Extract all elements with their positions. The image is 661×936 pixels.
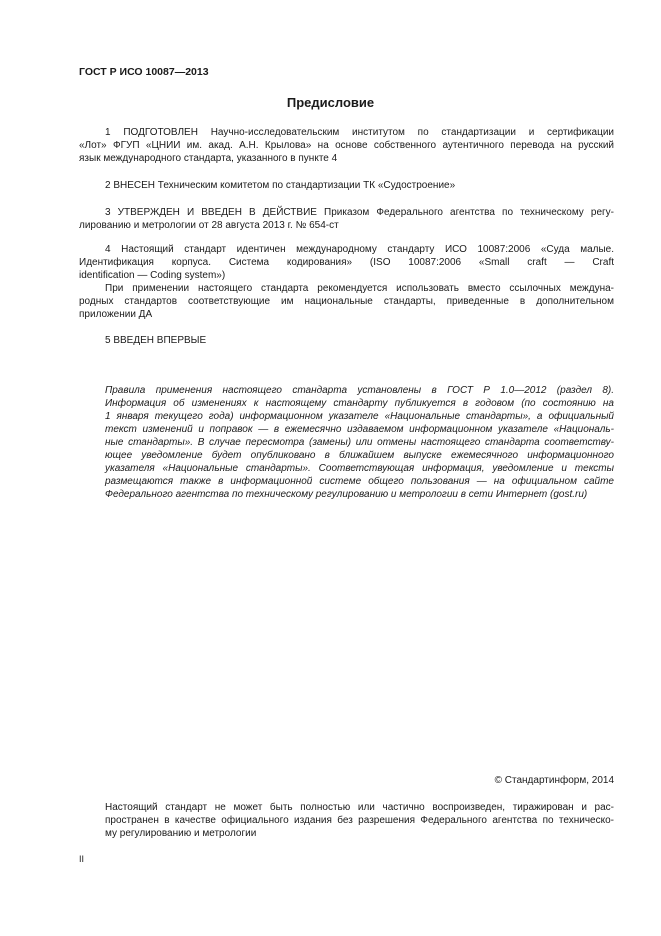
item-1-line: «Лот» ФГУП «ЦНИИ им. акад. А.Н. Крылова» на основе собственного аутентичного перевода на русский	[79, 140, 614, 151]
item-2-line: 2 ВНЕСЕН Техническим комитетом по стандартизации ТК «Судостроение»	[105, 180, 456, 191]
item-3	[79, 206, 614, 232]
item-4-line: Идентификация корпуса. Система кодирования» (ISO 10087:2006 «Small craft — Craft	[79, 257, 614, 268]
notice-line: размещаются также в информационной системе общего пользования — на официальном сайте	[105, 476, 614, 487]
item-4	[79, 243, 614, 321]
item-2	[79, 179, 614, 192]
page-title: Предисловие	[286, 95, 375, 110]
notice-line: Информация об изменениях к настоящему стандарту публикуется в годовом (по состоянию на	[105, 398, 614, 409]
item-1	[79, 126, 614, 165]
item-3-line: 3 УТВЕРЖДЕН И ВВЕДЕН В ДЕЙСТВИЕ Приказом Федерального агентства по техническому регу-	[105, 207, 614, 218]
item-1-line: 1 ПОДГОТОВЛЕН Научно-исследовательским институтом по стандартизации и сертификации	[105, 127, 614, 138]
notice-line: 1 января текущего года) информационном указателе «Национальные стандарты», а официальный	[105, 411, 614, 422]
notice-line: Правила применения настоящего стандарта установлены в ГОСТ Р 1.0—2012 (раздел 8).	[105, 385, 614, 396]
document-code: ГОСТ Р ИСО 10087—2013	[79, 66, 209, 78]
reproduction-line: му регулированию и метрологии	[105, 828, 257, 839]
notice-line: ющее уведомление будет опубликовано в ближайшем выпуске ежемесячного информационного	[105, 450, 614, 461]
notice-line: ные стандарты». В случае пересмотра (замены) или отмены настоящего стандарта соответству-	[105, 437, 614, 448]
reproduction-line: пространен в качестве официального издания без разрешения Федерального агентства по техническо-	[105, 815, 614, 826]
copyright: © Стандартинформ, 2014	[494, 775, 614, 786]
item-4-line: identification — Coding system»)	[79, 270, 226, 281]
item-5	[79, 334, 614, 347]
notice-line: Федерального агентства по техническому регулированию и метрологии в сети Интернет (gost.ru)	[105, 489, 588, 500]
notice-line: текст изменений и поправок — в ежемесячно издаваемом информационном указателе «Националь-	[105, 424, 614, 435]
item-1-line: язык международного стандарта, указанного в пункте 4	[79, 153, 338, 164]
page-number: II	[79, 854, 85, 864]
item-4b-line: При применении настоящего стандарта рекомендуется использовать вместо ссылочных междуна-	[105, 283, 614, 294]
notice-line: указателя «Национальные стандарты». Соответствующая информация, уведомление и тексты	[105, 463, 614, 474]
reproduction-line: Настоящий стандарт не может быть полностью или частично воспроизведен, тиражирован и рас-	[105, 802, 614, 813]
notice-block	[79, 384, 614, 501]
item-4b-line: родных стандартов соответствующие им национальные стандарты, приведенные в дополнительном	[79, 296, 614, 307]
item-5-line: 5 ВВЕДЕН ВПЕРВЫЕ	[105, 335, 207, 346]
item-4-line: 4 Настоящий стандарт идентичен международному стандарту ИСО 10087:2006 «Суда малые.	[105, 244, 614, 255]
item-3-line: лированию и метрологии от 28 августа 2013 г. № 654-ст	[79, 220, 339, 231]
reproduction-notice	[79, 801, 614, 840]
item-4b-line: приложении ДА	[79, 309, 153, 320]
